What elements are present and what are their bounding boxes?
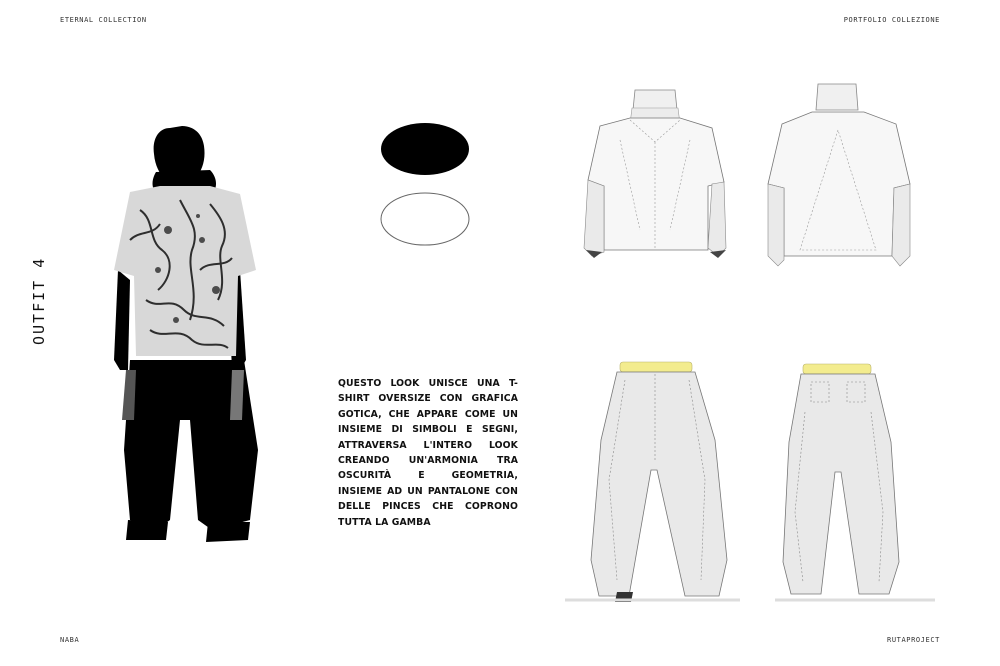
outfit-silhouette-illustration bbox=[100, 120, 270, 550]
header-collection-name: ETERNAL COLLECTION bbox=[60, 16, 147, 24]
pants-front-sketch bbox=[565, 360, 740, 605]
outfit-description: QUESTO LOOK UNISCE UNA T-SHIRT OVERSIZE CON GRAFICA GOTICA, CHE APPARE COME UN INSIEME DI SIMBOLI E SEGNI, ATTRAVERSA L'INTERO LOOK CREANDO UN'ARMONIA TRA OSCURITÀ E GEOMETRIA, INSIEME AD UN PANTALONE CON DELLE PINCES CHE COPRONO TUTTA LA GAMBA bbox=[338, 378, 518, 528]
white-swatch bbox=[380, 192, 470, 246]
pants-back-sketch bbox=[775, 362, 935, 607]
header-portfolio-title: PORTFOLIO COLLEZIONE bbox=[843, 16, 940, 24]
shirt-back-sketch bbox=[760, 80, 915, 270]
black-swatch bbox=[380, 122, 470, 176]
footer-school: NABA bbox=[60, 636, 80, 644]
outfit-title: OUTFIT 4 bbox=[30, 256, 48, 345]
shirt-front-sketch bbox=[580, 80, 730, 270]
footer-project: RUTAPROJECT bbox=[887, 636, 940, 644]
